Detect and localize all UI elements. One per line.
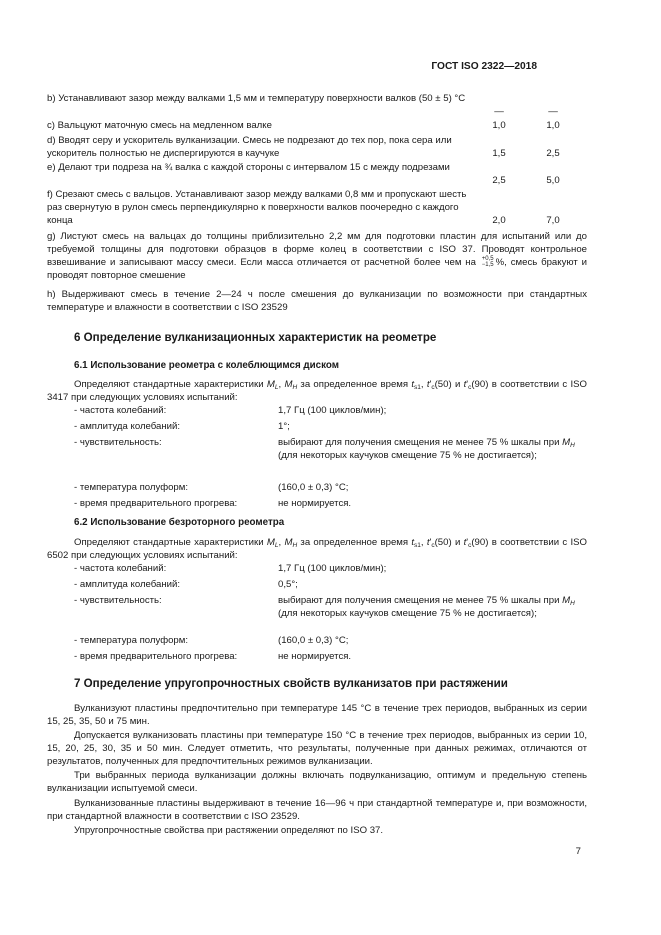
mix-step-g-tail: %, смесь бракуют и проводят повторное смешение	[47, 257, 587, 281]
mix-step-g-text: g) Листуют смесь на вальцах до толщины приблизительно 2,2 мм для подготовки пластин для испытаний или до требуемой толщины для подготовки образцов в форме колец в соответствии с ISO 37. Проводят контрольное взвешивание и записывают массу смеси. Если масса отличается от расчетной более чем на	[47, 231, 587, 268]
section-6-2-title: 6.2 Использование безроторного реометра	[74, 517, 285, 528]
mass-tolerance: +0,5 −1,5	[481, 256, 494, 269]
sensitivity-value: выбирают для получения смещения не менее 75 % шкалы при $M_H$ (для некоторых каучуков смещение 75 % не достигается);	[278, 595, 575, 619]
standard-header: ГОСТ ISO 2322—2018	[431, 61, 537, 72]
mix-step-d-v2: 2,5	[546, 148, 560, 159]
section-6-2-intro: Определяют стандартные характеристики $M_L$, $M_H$ за определенное время $t_{s1}$, $t'_c(50)$ и $t'_c(90)$ в соответствии с ISO 6502 при следующих условиях испытаний:	[47, 537, 587, 561]
section-6-1-title: 6.1 Использование реометра с колеблющимся диском	[74, 360, 339, 371]
section-7-paragraph: Вулканизуют пластины предпочтительно при температуре 145 °С в течение трех периодов, выбранных из серии 15, 25, 35, 50 и 75 мин.	[47, 703, 587, 727]
mix-step-c-text: c) Вальцуют маточную смесь на медленном валке	[47, 120, 272, 131]
mix-step-f-text: f) Срезают смесь с вальцов. Устанавливают зазор между валками 0,8 мм и пропускают шесть раз свернутую в рулон смесь перпендикулярно к поверхности валков поочередно с каждого конца	[47, 189, 467, 226]
sensitivity-value: выбирают для получения смещения не менее 75 % шкалы при $M_H$ (для некоторых каучуков смещение 75 % не достигается);	[278, 437, 575, 461]
section-7-paragraph: Допускается вулканизовать пластины при температуре 150 °С в течение трех периодов, выбранных из серии 10, 15, 20, 25, 30, 35 и 50 мин. Следует отметить, что результаты, полученные при данных режимах, отличаются от результатов, полученных для предпочтительных режимов вулканизации.	[47, 730, 587, 767]
mix-step-e-v1: 2,5	[492, 175, 506, 186]
mix-step-b	[47, 92, 587, 117]
mix-step-h: h) Выдерживают смесь в течение 2—24 ч после смешения до вулканизации по возможности при стандартных температуре и влажности в соответствии с ISO 23529	[47, 289, 587, 313]
mix-step-b-v1: —	[494, 106, 504, 117]
section-7-paragraph: Вулканизованные пластины выдерживают в течение 16—96 ч при стандартной температуре и, при возможности, при стандартной влажности в соответствии с ISO 23529.	[47, 798, 587, 822]
section-7-title: 7 Определение упругопрочностных свойств вулканизатов при растяжении	[74, 677, 508, 690]
mix-step-d-v1: 1,5	[492, 148, 506, 159]
mix-step-d-text: d) Вводят серу и ускоритель вулканизации. Смесь не подрезают до тех пор, пока сера или ускоритель полностью не диспергируются в каучуке	[47, 135, 452, 159]
mix-step-f-v2: 7,0	[546, 215, 560, 226]
section-6-title: 6 Определение вулканизационных характеристик на реометре	[74, 331, 437, 344]
mix-step-c-v1: 1,0	[492, 120, 506, 131]
mix-step-e	[47, 161, 587, 186]
mix-step-b-v2: —	[548, 106, 558, 117]
mix-step-b-text: b) Устанавливают зазор между валками 1,5 мм и температуру поверхности валков (50 ± 5) °С	[47, 93, 466, 104]
mix-step-f-v1: 2,0	[492, 215, 506, 226]
mix-step-d	[47, 134, 587, 160]
mix-step-g	[47, 230, 587, 282]
mix-step-e-v2: 5,0	[546, 175, 560, 186]
mix-step-c-v2: 1,0	[546, 120, 560, 131]
section-7-paragraph: Упругопрочностные свойства при растяжении определяют по ISO 37.	[74, 825, 384, 836]
section-7-paragraph: Три выбранных периода вулканизации должны включать подвулканизацию, оптимум и предельную степень вулканизации испытуемой смеси.	[47, 770, 587, 794]
mix-step-f	[47, 188, 587, 227]
page-number: 7	[575, 846, 581, 857]
mix-step-c	[47, 119, 587, 132]
mix-step-e-text: e) Делают три подреза на ¾ валка с каждой стороны с интервалом 15 с между подрезами	[47, 162, 450, 173]
section-6-1-intro: Определяют стандартные характеристики $M_L$, $M_H$ за определенное время $t_{s1}$, $t'_c(50)$ и $t'_c(90)$ в соответствии с ISO 3417 при следующих условиях испытаний:	[47, 379, 587, 403]
